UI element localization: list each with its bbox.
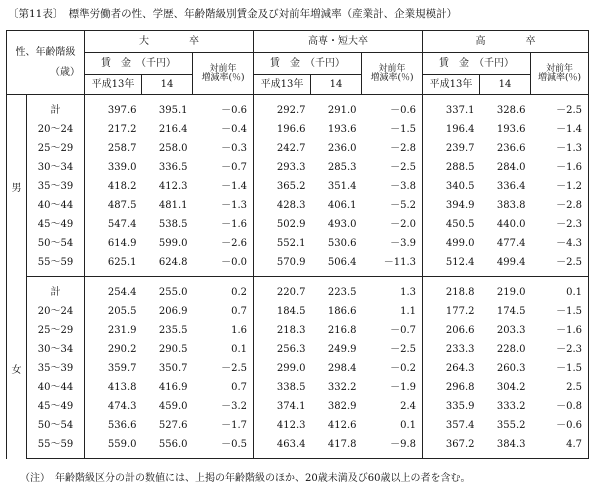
rate-cell: 4.7: [531, 435, 589, 459]
wage-h13-cell: 547.4: [107, 218, 137, 230]
rate-cell: －1.7: [193, 416, 254, 435]
wage-h13-cell: 450.5: [445, 218, 475, 230]
rate-header: 対前年 増減率(％): [362, 53, 423, 95]
wage-h13-cell: 418.2: [107, 180, 137, 192]
wage-h14-cell: 298.4: [327, 362, 357, 374]
rate-cell: －2.3: [531, 215, 589, 234]
wage-h14-cell: 395.1: [158, 104, 188, 116]
year-header-h14: 14: [480, 75, 531, 95]
wage-h13-cell: 412.3: [276, 419, 306, 431]
age-label: 計: [27, 95, 85, 121]
wage-header: 賃 金 （千円）: [423, 53, 531, 75]
edu-header-junior-college: 高専・短大卒: [254, 31, 423, 53]
rate-cell: －2.5: [362, 158, 423, 177]
wage-h14-cell: 477.4: [496, 237, 526, 249]
wage-h13-cell: 242.7: [276, 142, 306, 154]
rate-cell: －4.3: [531, 234, 589, 253]
age-label: 45～49: [27, 397, 85, 416]
rate-cell: 1.3: [362, 277, 423, 303]
rate-cell: －1.6: [531, 321, 589, 340]
wage-h14-cell: 383.8: [496, 199, 526, 211]
wage-h13-cell: 217.2: [107, 123, 137, 135]
wage-h13-cell: 256.3: [276, 343, 306, 355]
age-label: 20～24: [27, 120, 85, 139]
wage-h13-cell: 288.5: [445, 161, 475, 173]
rate-cell: －0.7: [193, 158, 254, 177]
wage-h13-cell: 233.3: [445, 343, 475, 355]
wage-h13-cell: 196.4: [445, 123, 475, 135]
wage-h14-cell: 406.1: [327, 199, 357, 211]
wage-h14-cell: 336.4: [496, 180, 526, 192]
rate-cell: 0.7: [193, 378, 254, 397]
rate-cell: 1.1: [362, 302, 423, 321]
wage-h14-cell: 355.2: [496, 419, 526, 431]
rate-cell: －0.4: [193, 120, 254, 139]
age-label: 45～49: [27, 215, 85, 234]
table-row: [7, 397, 589, 416]
wage-h14-cell: 332.2: [327, 381, 357, 393]
rate-cell: －11.3: [362, 253, 423, 277]
table-row: [7, 177, 589, 196]
wage-h14-cell: 538.5: [158, 218, 188, 230]
wage-h13-cell: 339.0: [107, 161, 137, 173]
wage-h13-cell: 359.7: [107, 362, 137, 374]
rate-cell: 0.2: [193, 277, 254, 303]
wage-h13-cell: 177.2: [445, 305, 475, 317]
rate-cell: －2.3: [531, 340, 589, 359]
wage-h14-cell: 416.9: [158, 381, 188, 393]
age-label: 25～29: [27, 321, 85, 340]
wage-h14-cell: 527.6: [158, 419, 188, 431]
rate-cell: －1.5: [531, 359, 589, 378]
wage-h13-cell: 474.3: [107, 400, 137, 412]
wage-h13-cell: 293.3: [276, 161, 306, 173]
wage-h14-cell: 219.0: [496, 286, 526, 298]
wage-h14-cell: 351.4: [327, 180, 357, 192]
wage-h13-cell: 499.0: [445, 237, 475, 249]
wage-h14-cell: 624.8: [142, 253, 193, 277]
rate-cell: －0.3: [193, 139, 254, 158]
wage-h14-cell: 258.0: [158, 142, 188, 154]
age-label: 20～24: [27, 302, 85, 321]
wage-h13-cell: 184.5: [276, 305, 306, 317]
wage-h13-cell: 428.3: [276, 199, 306, 211]
rate-cell: 1.6: [193, 321, 254, 340]
wage-h14-cell: 336.5: [158, 161, 188, 173]
wage-h14-cell: 417.8: [311, 435, 362, 459]
wage-h14-cell: 412.6: [327, 419, 357, 431]
rate-cell: －1.6: [193, 215, 254, 234]
wage-h13-cell: 296.8: [445, 381, 475, 393]
wage-h14-cell: 206.9: [158, 305, 188, 317]
table-row: [7, 158, 589, 177]
rate-cell: －0.5: [193, 435, 254, 459]
edu-header-university: 大 卒: [85, 31, 254, 53]
rate-cell: －1.3: [531, 139, 589, 158]
rate-cell: －5.2: [362, 196, 423, 215]
wage-h13-cell: 397.6: [107, 104, 137, 116]
rate-header: 対前年 増減率(％): [531, 53, 589, 95]
wage-h13-cell: 290.2: [107, 343, 137, 355]
wage-h14-cell: 236.0: [327, 142, 357, 154]
year-header-h14: 14: [311, 75, 362, 95]
rate-cell: －0.7: [362, 321, 423, 340]
wage-h14-cell: 193.6: [327, 123, 357, 135]
wage-h13-cell: 374.1: [276, 400, 306, 412]
rate-cell: －1.9: [362, 378, 423, 397]
wage-h14-cell: 499.4: [480, 253, 531, 277]
wage-table: [6, 30, 589, 459]
wage-h13-cell: 220.7: [276, 286, 306, 298]
wage-h14-cell: 236.6: [496, 142, 526, 154]
wage-h13-cell: 570.9: [254, 253, 311, 277]
rate-cell: －9.8: [362, 435, 423, 459]
rate-cell: 2.4: [362, 397, 423, 416]
wage-h13-cell: 239.7: [445, 142, 475, 154]
wage-h13-cell: 502.9: [276, 218, 306, 230]
table-row: [7, 378, 589, 397]
wage-h14-cell: 249.9: [327, 343, 357, 355]
table-row: [7, 435, 589, 459]
rate-cell: －2.5: [362, 340, 423, 359]
wage-h13-cell: 463.4: [254, 435, 311, 459]
age-label: 計: [27, 277, 85, 303]
rate-cell: 0.1: [193, 340, 254, 359]
year-header-h13: 平成13年: [85, 75, 142, 95]
wage-h14-cell: 260.3: [496, 362, 526, 374]
wage-h13-cell: 367.2: [423, 435, 480, 459]
rate-cell: －0.6: [193, 95, 254, 121]
wage-h14-cell: 506.4: [311, 253, 362, 277]
wage-h14-cell: 530.6: [327, 237, 357, 249]
rate-cell: －2.5: [193, 359, 254, 378]
table-row: [7, 95, 589, 121]
rate-cell: －0.6: [362, 95, 423, 121]
table-row: [7, 215, 589, 234]
wage-h13-cell: 536.6: [107, 419, 137, 431]
wage-h14-cell: 440.0: [496, 218, 526, 230]
table-row: [7, 359, 589, 378]
wage-h13-cell: 206.6: [445, 324, 475, 336]
wage-header: 賃 金 （千円）: [254, 53, 362, 75]
rate-cell: －1.4: [193, 177, 254, 196]
wage-h13-cell: 337.1: [445, 104, 475, 116]
rate-cell: －2.6: [193, 234, 254, 253]
rate-cell: －2.0: [362, 215, 423, 234]
wage-h14-cell: 333.2: [496, 400, 526, 412]
rate-cell: －3.9: [362, 234, 423, 253]
wage-h13-cell: 394.9: [445, 199, 475, 211]
wage-h14-cell: 556.0: [142, 435, 193, 459]
wage-h14-cell: 382.9: [327, 400, 357, 412]
rate-cell: －1.3: [193, 196, 254, 215]
rate-cell: －0.0: [193, 253, 254, 277]
wage-h13-cell: 258.7: [107, 142, 137, 154]
wage-h13-cell: 614.9: [107, 237, 137, 249]
age-label: 50～54: [27, 234, 85, 253]
wage-h14-cell: 493.0: [327, 218, 357, 230]
wage-h13-cell: 338.5: [276, 381, 306, 393]
table-body: [7, 95, 589, 459]
table-row: [7, 234, 589, 253]
age-label: 40～44: [27, 378, 85, 397]
wage-h14-cell: 203.3: [496, 324, 526, 336]
wage-h13-cell: 254.4: [107, 286, 137, 298]
wage-h13-cell: 205.5: [107, 305, 137, 317]
table-row: [7, 277, 589, 303]
age-label: 40～44: [27, 196, 85, 215]
rate-cell: －3.8: [362, 177, 423, 196]
rate-cell: －2.5: [531, 253, 589, 277]
wage-h13-cell: 552.1: [276, 237, 306, 249]
rate-cell: －1.2: [531, 177, 589, 196]
wage-h13-cell: 487.5: [107, 199, 137, 211]
wage-h13-cell: 625.1: [85, 253, 142, 277]
wage-h14-cell: 291.0: [327, 104, 357, 116]
wage-h13-cell: 340.5: [445, 180, 475, 192]
table-caption: [8, 6, 457, 21]
wage-h14-cell: 481.1: [158, 199, 188, 211]
row-label-title: 性、年齢階級: [15, 46, 76, 58]
wage-h14-cell: 216.8: [327, 324, 357, 336]
wage-h13-cell: 292.7: [276, 104, 306, 116]
year-header-h13: 平成13年: [423, 75, 480, 95]
wage-h14-cell: 285.3: [327, 161, 357, 173]
wage-header: 賃 金 （千円）: [85, 53, 193, 75]
table-row: [7, 139, 589, 158]
rate-cell: －1.5: [531, 302, 589, 321]
table-row: [7, 416, 589, 435]
wage-h14-cell: 235.5: [158, 324, 188, 336]
table-row: [7, 340, 589, 359]
table-row: [7, 120, 589, 139]
wage-h13-cell: 357.4: [445, 419, 475, 431]
row-label-header: [7, 31, 85, 95]
age-label: 55～59: [27, 435, 85, 459]
age-label: 25～29: [27, 139, 85, 158]
age-label: 35～39: [27, 177, 85, 196]
rate-cell: －2.5: [531, 95, 589, 121]
wage-h13-cell: 264.3: [445, 362, 475, 374]
wage-h14-cell: 223.5: [327, 286, 357, 298]
rate-cell: 0.7: [193, 302, 254, 321]
rate-cell: －2.8: [362, 139, 423, 158]
rate-header: 対前年 増減率(％): [193, 53, 254, 95]
table-row: [7, 321, 589, 340]
wage-h14-cell: 228.0: [496, 343, 526, 355]
footnote: （注） 年齢階級区分の計の数値には、上掲の年齢階級のほか、20歳未満及び60歳以上の者を含む。: [20, 473, 471, 484]
rate-cell: －1.4: [531, 120, 589, 139]
wage-h14-cell: 290.5: [158, 343, 188, 355]
wage-h13-cell: 196.6: [276, 123, 306, 135]
table-row: [7, 302, 589, 321]
wage-h14-cell: 186.6: [327, 305, 357, 317]
wage-h13-cell: 335.9: [445, 400, 475, 412]
age-label: 35～39: [27, 359, 85, 378]
sex-label: 女: [7, 277, 27, 459]
age-label: 55～59: [27, 253, 85, 277]
edu-header-high-school: 高 卒: [423, 31, 589, 53]
wage-h14-cell: 384.3: [480, 435, 531, 459]
rate-cell: －3.2: [193, 397, 254, 416]
wage-h14-cell: 174.5: [496, 305, 526, 317]
wage-h14-cell: 328.6: [496, 104, 526, 116]
sex-label: 男: [7, 95, 27, 277]
wage-h13-cell: 231.9: [107, 324, 137, 336]
rate-cell: －0.2: [362, 359, 423, 378]
row-label-unit: （歳）: [50, 66, 80, 78]
rate-cell: 2.5: [531, 378, 589, 397]
wage-h14-cell: 284.0: [496, 161, 526, 173]
wage-h14-cell: 459.0: [158, 400, 188, 412]
wage-h13-cell: 413.8: [107, 381, 137, 393]
rate-cell: －1.6: [531, 158, 589, 177]
wage-h14-cell: 350.7: [158, 362, 188, 374]
wage-h13-cell: 365.2: [276, 180, 306, 192]
wage-h13-cell: 218.8: [445, 286, 475, 298]
table-subtitle: （産業計、企業規模計）: [341, 8, 458, 20]
rate-cell: －0.6: [531, 416, 589, 435]
wage-h14-cell: 216.4: [158, 123, 188, 135]
rate-cell: 0.1: [531, 277, 589, 303]
year-header-h14: 14: [142, 75, 193, 95]
rate-cell: －0.8: [531, 397, 589, 416]
rate-cell: 0.1: [362, 416, 423, 435]
wage-h14-cell: 193.6: [496, 123, 526, 135]
wage-h13-cell: 512.4: [423, 253, 480, 277]
rate-cell: －2.8: [531, 196, 589, 215]
wage-h14-cell: 255.0: [158, 286, 188, 298]
rate-cell: －1.5: [362, 120, 423, 139]
year-header-h13: 平成13年: [254, 75, 311, 95]
wage-h14-cell: 412.3: [158, 180, 188, 192]
table-title: 〔第11表〕 標準労働者の性、学歴、年齢階級別賃金及び対前年増減率: [8, 8, 342, 20]
wage-h13-cell: 559.0: [85, 435, 142, 459]
wage-h13-cell: 218.3: [276, 324, 306, 336]
wage-h14-cell: 304.2: [496, 381, 526, 393]
wage-h14-cell: 599.0: [158, 237, 188, 249]
age-label: 30～34: [27, 340, 85, 359]
table-row: [7, 196, 589, 215]
age-label: 50～54: [27, 416, 85, 435]
table-row: [7, 253, 589, 277]
age-label: 30～34: [27, 158, 85, 177]
wage-h13-cell: 299.0: [276, 362, 306, 374]
